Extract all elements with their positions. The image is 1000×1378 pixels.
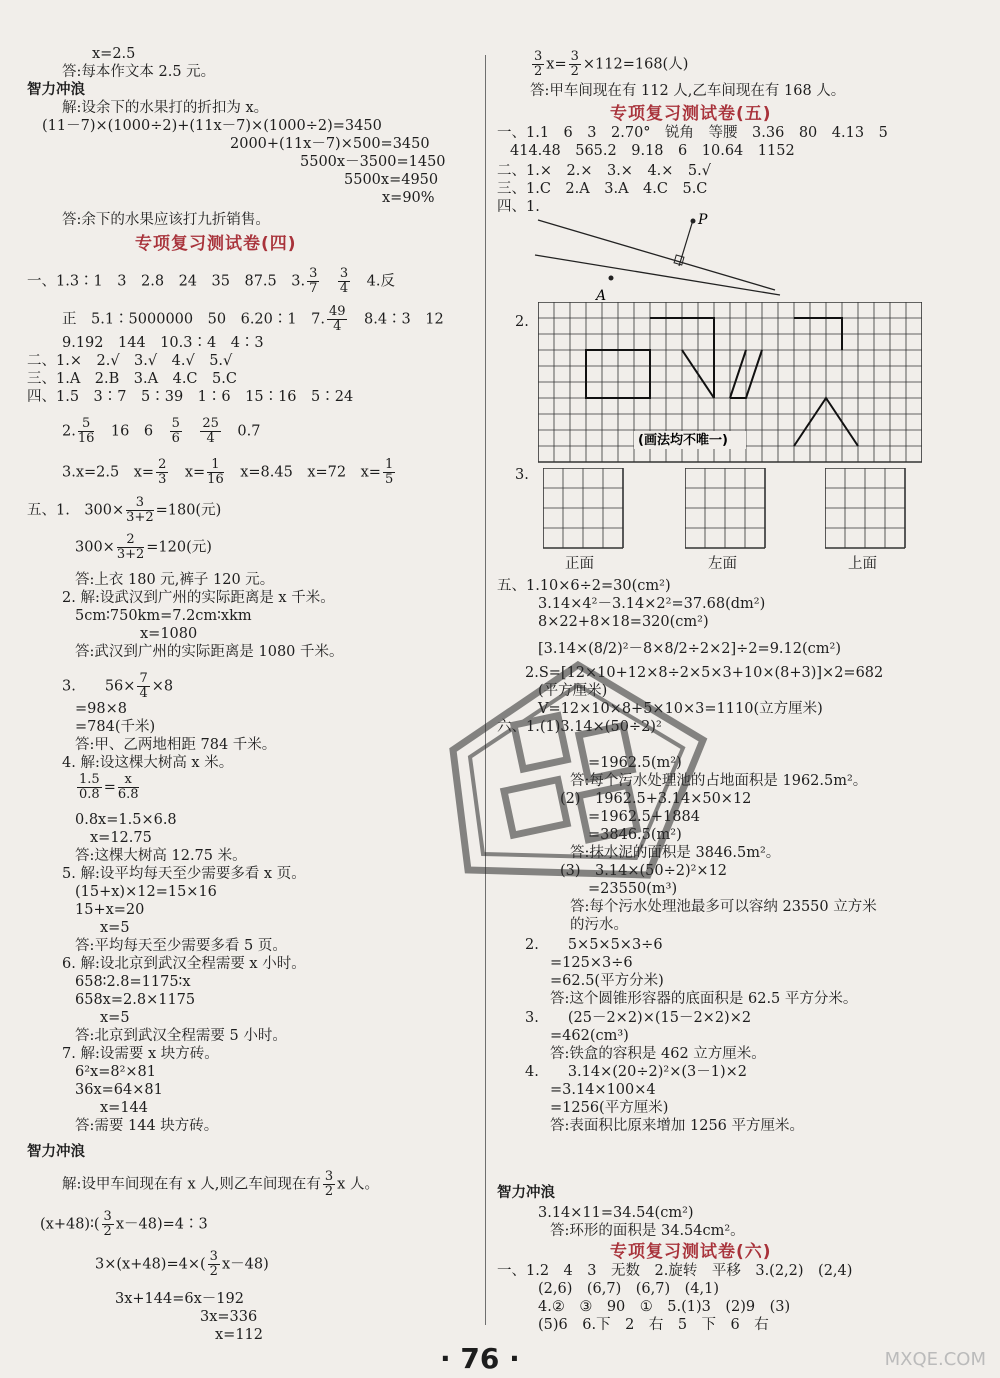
grid-note: (画法均不唯一) bbox=[638, 433, 728, 448]
answer-line: =62.5(平方分米) bbox=[550, 973, 664, 989]
answer-line: 答:抹水泥的面积是 3846.5m²。 bbox=[570, 845, 781, 861]
text-line: 36x=64×81 bbox=[75, 1082, 163, 1098]
text-line: x=12.75 bbox=[90, 830, 152, 846]
text-line: 658x=2.8×1175 bbox=[75, 992, 196, 1008]
stamp-seal bbox=[448, 660, 708, 880]
answer-line: 2. $\frac{5}{16}$ 16 6 $\frac{5}{6}$ $\frac{25}{4}$ 0.7 bbox=[62, 416, 261, 446]
text-line: 答:上衣 180 元,裤子 120 元。 bbox=[75, 572, 275, 588]
text-line: 5. 解:设平均每天至少需要多看 x 页。 bbox=[62, 866, 306, 882]
text-line: 5cm∶750km=7.2cm∶xkm bbox=[75, 608, 252, 624]
text-line: 2000+(11x－7)×500=3450 bbox=[230, 136, 430, 152]
answer-line: 答:表面积比原来增加 1256 平方厘米。 bbox=[550, 1118, 805, 1134]
section-title-6: 专项复习测试卷(六) bbox=[610, 1242, 772, 1262]
answer-line: 2. 5×5×5×3÷6 bbox=[525, 937, 663, 953]
text-line: x=5 bbox=[100, 1010, 130, 1026]
text-line: 6²x=8²×81 bbox=[75, 1064, 157, 1080]
answer-line: 答:每个污水处理池的占地面积是 1962.5m²。 bbox=[570, 773, 868, 789]
answer-line: 3×(x+48)=4×( $\frac{3}{2}$ x－48) bbox=[95, 1249, 269, 1279]
text-line: 7. 解:设需要 x 块方砖。 bbox=[62, 1046, 219, 1062]
answer-line: 答:铁盒的容积是 462 立方厘米。 bbox=[550, 1046, 766, 1062]
section-heading: 智力冲浪 bbox=[497, 1185, 555, 1201]
answer-line: 414.48 565.2 9.18 6 10.64 1152 bbox=[510, 143, 795, 159]
answer-line: =462(cm³) bbox=[550, 1028, 629, 1044]
text-line: x=5 bbox=[100, 920, 130, 936]
text-line: 2. 解:设武汉到广州的实际距离是 x 千米。 bbox=[62, 590, 335, 606]
answer-line: 3.14×4²－3.14×2²=37.68(dm²) bbox=[538, 596, 766, 612]
text-line: =784(千米) bbox=[75, 719, 156, 735]
answer-line: 三、1.C 2.A 3.A 4.C 5.C bbox=[497, 181, 708, 197]
text-line: x=1080 bbox=[140, 626, 198, 642]
answer-line: (x+48)∶( $\frac{3}{2}$ x－48)=4∶3 bbox=[40, 1209, 208, 1239]
answer-line: $\frac{3}{2}$ x= $\frac{3}{2}$ ×112=168(人) bbox=[534, 49, 689, 79]
answer-line: (5)6 6.下 2 右 5 下 6 右 bbox=[538, 1317, 769, 1333]
answer-line: =125×3÷6 bbox=[550, 955, 633, 971]
answer-line: =23550(m³) bbox=[588, 881, 678, 897]
text-line: 6. 解:设北京到武汉全程需要 x 小时。 bbox=[62, 956, 306, 972]
answer-line: 二、1.× 2.× 3.× 4.× 5.√ bbox=[497, 163, 712, 179]
left-view-grid bbox=[685, 468, 769, 552]
answer-line: 答:这个圆锥形容器的底面积是 62.5 平方分米。 bbox=[550, 991, 858, 1007]
answer-line: 的污水。 bbox=[570, 917, 628, 933]
answer-line: 2.S=[12×10+12×8÷2×5×3+10×(8+3)]×2=682 bbox=[525, 665, 884, 681]
text-line: x=2.5 bbox=[92, 46, 136, 62]
answer-line: =1962.5+1884 bbox=[588, 809, 700, 825]
text-line: (15+x)×12=15×16 bbox=[75, 884, 217, 900]
answer-line: 8×22+8×18=320(cm²) bbox=[538, 614, 709, 630]
text-line: 3x=336 bbox=[200, 1309, 258, 1325]
answer-line: 六、1.(1)3.14×(50÷2)² bbox=[497, 719, 662, 735]
text-line: 答:平均每天至少需要多看 5 页。 bbox=[75, 938, 287, 954]
answer-line: 300× $\frac{2}{3+2}$ =120(元) bbox=[75, 532, 212, 562]
section-heading: 智力冲浪 bbox=[27, 82, 85, 98]
answer-line: 一、1.1 6 3 2.70° 锐角 等腰 3.36 80 4.13 5 bbox=[497, 125, 888, 141]
page-number: · 76 · bbox=[440, 1342, 520, 1375]
answer-line: [3.14×(8/2)²－8×8/2÷2×2]÷2=9.12(cm²) bbox=[538, 641, 841, 657]
proportion-line: $\frac{1.5}{0.8}$ = $\frac{x}{6.8}$ bbox=[79, 772, 139, 802]
text-line: 答:甲车间现在有 112 人,乙车间现在有 168 人。 bbox=[530, 83, 846, 99]
answer-line: 三、1.A 2.B 3.A 4.C 5.C bbox=[27, 371, 237, 387]
front-view-grid bbox=[543, 468, 627, 552]
drawing-grid bbox=[538, 302, 922, 464]
answer-line: (2,6) (6,7) (6,7) (4,1) bbox=[538, 1281, 719, 1297]
text-line: 658∶2.8=1175∶x bbox=[75, 974, 191, 990]
answer-line: 9.192 144 10.3∶4 4∶3 bbox=[62, 335, 264, 351]
point-a bbox=[609, 276, 614, 281]
line-top bbox=[538, 220, 775, 290]
answer-line: =1962.5(m²) bbox=[588, 755, 682, 771]
answer-line: 五、1.10×6÷2=30(cm²) bbox=[497, 578, 671, 594]
text-line: 15+x=20 bbox=[75, 902, 145, 918]
answer-line: 答:每个污水处理池最多可以容纳 23550 立方米 bbox=[570, 899, 877, 915]
text-line: x=90% bbox=[382, 190, 435, 206]
section-title-4: 专项复习测试卷(四) bbox=[135, 234, 297, 254]
text-line: 解:设余下的水果打的折扣为 x。 bbox=[62, 100, 269, 116]
text-line: x=144 bbox=[100, 1100, 149, 1116]
text-line: 4. 解:设这棵大树高 x 米。 bbox=[62, 755, 234, 771]
top-view-grid bbox=[825, 468, 909, 552]
answer-line: =3846.5(m²) bbox=[588, 827, 682, 843]
answer-line: 4. 3.14×(20÷2)²×(3－1)×2 bbox=[525, 1064, 748, 1080]
answer-line: =1256(平方厘米) bbox=[550, 1100, 669, 1116]
label-p: P bbox=[698, 212, 708, 228]
answer-line: (2) 1962.5+3.14×50×12 bbox=[560, 791, 752, 807]
text-line: 答:甲、乙两地相距 784 千米。 bbox=[75, 737, 277, 753]
answer-line: V=12×10×8+5×10×3=1110(立方厘米) bbox=[538, 701, 823, 717]
view-label-top: 上面 bbox=[848, 556, 877, 572]
answer-line: 四、1. bbox=[497, 199, 540, 215]
text-line: 5500x=4950 bbox=[344, 172, 439, 188]
parallel-lines-figure bbox=[530, 210, 790, 305]
text-line: 答:余下的水果应该打九折销售。 bbox=[62, 212, 270, 228]
line-bottom bbox=[535, 255, 780, 295]
text-line: 答:这棵大树高 12.75 米。 bbox=[75, 848, 247, 864]
text-line: 答:每本作文本 2.5 元。 bbox=[62, 64, 216, 80]
answer-line: 3. (25－2×2)×(15－2×2)×2 bbox=[525, 1010, 752, 1026]
perpendicular-line bbox=[679, 220, 693, 266]
answer-line: 一、1.3∶1 3 2.8 24 35 87.5 3. $\frac{3}{7}$ $\frac{3}{4}$ 4.反 bbox=[27, 266, 395, 296]
answer-line: 2. bbox=[515, 314, 529, 330]
answer-line: 4.② ③ 90 ① 5.(1)3 (2)9 (3) bbox=[538, 1299, 791, 1315]
answer-line: 五、1. 300× $\frac{3}{3+2}$ =180(元) bbox=[27, 495, 222, 525]
text-line: =98×8 bbox=[75, 701, 127, 717]
answer-line: 3.14×11=34.54(cm²) bbox=[538, 1205, 694, 1221]
text-line: 答:武汉到广州的实际距离是 1080 千米。 bbox=[75, 644, 344, 660]
answer-line: =3.14×100×4 bbox=[550, 1082, 656, 1098]
answer-line: 二、1.× 2.√ 3.√ 4.√ 5.√ bbox=[27, 353, 233, 369]
watermark: MXQE.COM bbox=[884, 1349, 986, 1370]
answer-line: 答:环形的面积是 34.54cm²。 bbox=[550, 1223, 745, 1239]
view-label-front: 正面 bbox=[565, 556, 594, 572]
answer-line: (3) 3.14×(50÷2)²×12 bbox=[560, 863, 728, 879]
answer-line: 解:设甲车间现在有 x 人,则乙车间现在有 $\frac{3}{2}$ x 人。 bbox=[62, 1169, 379, 1199]
answer-line: 3.x=2.5 x= $\frac{2}{3}$ x= $\frac{1}{16}$ x=8.45 x=72 x= $\frac{1}{5}$ bbox=[62, 457, 394, 487]
answer-line: 一、1.2 4 3 无数 2.旋转 平移 3.(2,2) (2,4) bbox=[497, 1263, 853, 1279]
answer-line: (平方厘米) bbox=[538, 683, 608, 699]
section-heading: 智力冲浪 bbox=[27, 1144, 85, 1160]
label-a: A bbox=[596, 288, 607, 304]
answer-line: 3. 56× $\frac{7}{4}$ ×8 bbox=[62, 671, 174, 701]
view-label-left: 左面 bbox=[708, 556, 737, 572]
text-line: (11－7)×(1000÷2)+(11x－7)×(1000÷2)=3450 bbox=[42, 118, 382, 134]
answer-line: 四、1.5 3∶7 5∶39 1∶6 15∶16 5∶24 bbox=[27, 389, 354, 405]
answer-line: 正 5.1∶5000000 50 6.20∶1 7. $\frac{49}{4}$ 8.4∶3 12 bbox=[62, 304, 444, 334]
text-line: 0.8x=1.5×6.8 bbox=[75, 812, 177, 828]
text-line: 答:北京到武汉全程需要 5 小时。 bbox=[75, 1028, 287, 1044]
text-line: 答:需要 144 块方砖。 bbox=[75, 1118, 219, 1134]
answer-line: 3. bbox=[515, 467, 529, 483]
text-line: x=112 bbox=[215, 1327, 264, 1343]
section-title-5: 专项复习测试卷(五) bbox=[610, 104, 772, 124]
text-line: 5500x－3500=1450 bbox=[300, 154, 446, 170]
point-p bbox=[691, 219, 696, 224]
text-line: 3x+144=6x－192 bbox=[115, 1291, 244, 1307]
